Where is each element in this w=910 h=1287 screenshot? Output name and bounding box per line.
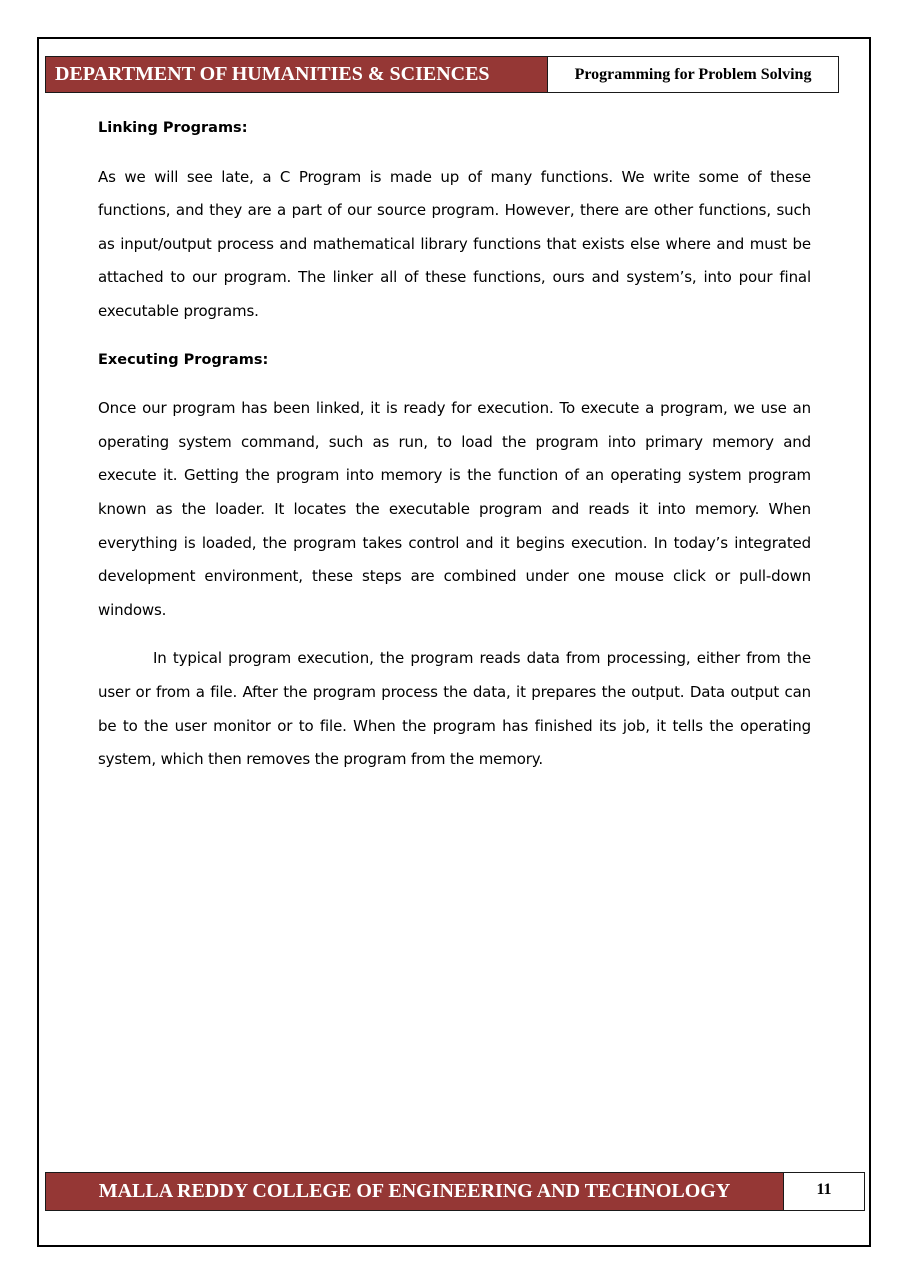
department-banner: DEPARTMENT OF HUMANITIES & SCIENCES xyxy=(46,57,547,92)
page-footer xyxy=(45,1172,865,1211)
college-banner: MALLA REDDY COLLEGE OF ENGINEERING AND TECHNOLOGY xyxy=(46,1173,783,1210)
document-body xyxy=(98,112,811,777)
section-linking-programs xyxy=(98,112,811,329)
section-executing-programs xyxy=(98,344,811,777)
page-header xyxy=(45,56,839,93)
section-heading: Linking Programs: xyxy=(98,120,248,136)
paragraph: As we will see late, a C Program is made up of many functions. We write some of these functions, and they are a part of our source program. However, there are other functions, such as input/output process and mathematical library functions that exists else where and must be attached to our program. The linker all of these functions, ours and system’s, into pour final executable programs. xyxy=(98,167,811,320)
paragraph: In typical program execution, the program reads data from processing, either from the user or from a file. After the program process the data, it prepares the output. Data output can be to the user monitor or to file. When the program has finished its job, it tells the operating system, which then removes the program from the memory. xyxy=(98,649,811,769)
section-heading: Executing Programs: xyxy=(98,351,269,368)
page-number: 11 xyxy=(783,1173,864,1210)
paragraph: Once our program has been linked, it is ready for execution. To execute a program, we use an operating system command, such as run, to load the program into primary memory and execute it. Getting the program into memory is the function of an operating system program known as the loader. It locates the executable program and reads it into memory. When everything is loaded, the program takes control and it begins execution. In today’s integrated development environment, these steps are combined under one mouse click or pull-down windows. xyxy=(98,399,811,619)
subject-title: Programming for Problem Solving xyxy=(547,57,838,92)
